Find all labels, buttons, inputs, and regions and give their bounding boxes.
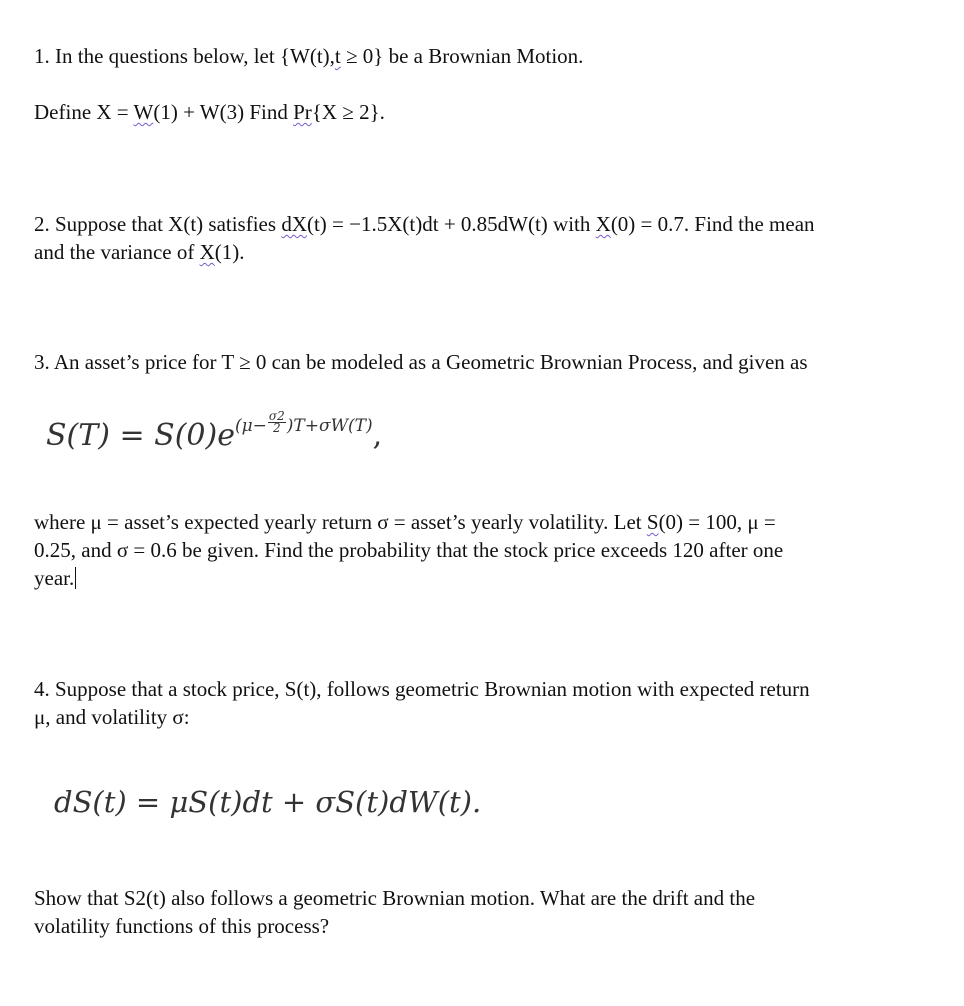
equation-exponent (234, 409, 373, 436)
q2-text: 2. Suppose that X(t) satisfies (34, 212, 282, 236)
text-cursor (75, 567, 76, 589)
q2-line-2 (34, 238, 245, 266)
q3-text: where μ = asset’s expected yearly return σ = asset’s yearly volatility. Let (34, 510, 647, 534)
q4-equation: dS(t) = μS(t)dt + σS(t)dW(t). (54, 785, 482, 819)
q3-line-3: 0.25, and σ = 0.6 be given. Find the probability that the stock price exceeds 120 after one (34, 538, 784, 562)
q3-line-1: 3. An asset’s price for T ≥ 0 can be modeled as a Geometric Brownian Process, and given as (34, 350, 808, 374)
q1-text: ≥ 0} be a Brownian Motion. (340, 44, 584, 68)
q2-line-1 (34, 210, 815, 238)
q4-line-1: 4. Suppose that a stock price, S(t), follows geometric Brownian motion with expected return (34, 677, 810, 701)
q2-text: and the variance of (34, 240, 200, 264)
equation-comma: , (372, 418, 383, 453)
q4-line-4: volatility functions of this process? (34, 914, 330, 938)
q1-line-1 (34, 42, 583, 70)
q3-line-4 (34, 564, 76, 592)
spellcheck-mark: X (595, 212, 611, 236)
spellcheck-mark: Pr (293, 100, 312, 124)
q1-text: {X ≥ 2}. (311, 100, 385, 124)
q3-text: (0) = 100, μ = (658, 510, 776, 534)
fraction-numerator: σ2 (268, 409, 285, 423)
spellcheck-mark: t (334, 44, 341, 68)
fraction-denominator: 2 (273, 421, 281, 435)
equation-fraction (268, 411, 286, 434)
q3-line-2 (34, 508, 776, 536)
exponent-text: )T+σW(T) (286, 416, 373, 436)
q3-equation (46, 409, 383, 464)
q4-line-2: μ, and volatility σ: (34, 705, 190, 729)
q1-text: 1. In the questions below, let {W(t), (34, 44, 335, 68)
q2-text: (t) = −1.5X(t)dt + 0.85dW(t) with (306, 212, 596, 236)
q2-text: (1). (214, 240, 245, 264)
spellcheck-mark: dX (281, 212, 307, 236)
q3-text: year. (34, 566, 75, 590)
equation-main: S(T) = S(0)e (46, 418, 235, 453)
q4-line-3: Show that S2(t) also follows a geometric Brownian motion. What are the drift and the (34, 886, 756, 910)
q1-text: Define X = (34, 100, 134, 124)
q1-line-2 (34, 98, 385, 126)
exponent-text: (μ− (234, 416, 267, 436)
q1-text: (1) + W(3) Find (153, 100, 294, 124)
spellcheck-mark: W (133, 100, 154, 124)
q2-text: (0) = 0.7. Find the mean (610, 212, 815, 236)
spellcheck-mark: X (199, 240, 215, 264)
spellcheck-mark: S (646, 510, 659, 534)
